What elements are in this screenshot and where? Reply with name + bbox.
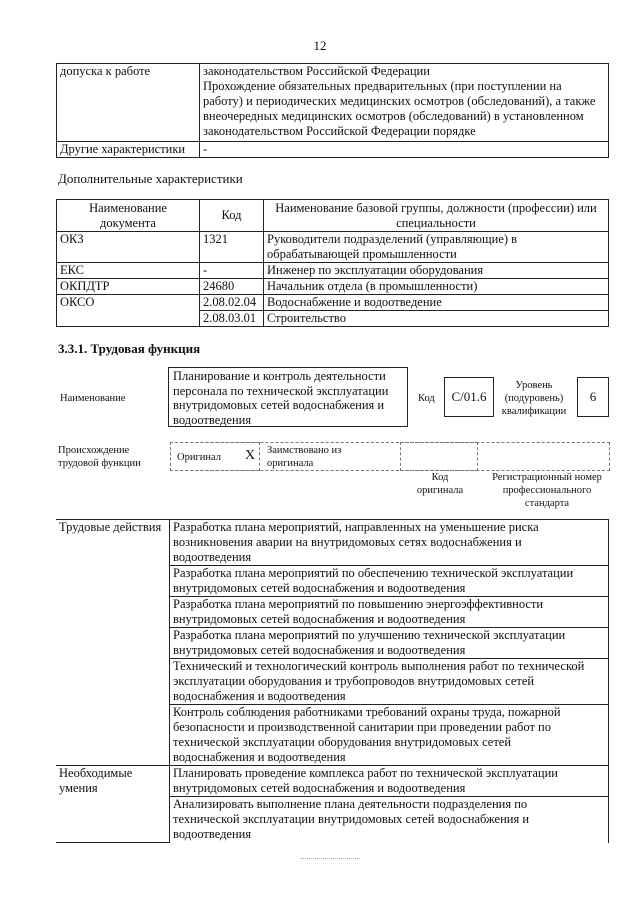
action-item: Разработка плана мероприятий по обеспечению технической эксплуатации внутридомовых сетей водоснабжения и водоотведения	[170, 566, 609, 597]
action-item: Контроль соблюдения работниками требований охраны труда, пожарной безопасности и производственной санитарии при проведении работ по технической эксплуатации оборудования внутридомовых сетей водоснабжения и водоотведения	[170, 705, 609, 766]
table-row: ОКСО 2.08.02.04 Водоснабжение и водоотведение	[57, 295, 609, 311]
header-name: Наименование базовой группы, должности (профессии) или специальности	[264, 200, 609, 232]
borrowed-label: Заимствовано из оригинала	[267, 445, 342, 469]
footer-mark	[300, 858, 360, 859]
code-original-cell	[400, 442, 478, 471]
row-label: Другие характеристики	[57, 142, 200, 158]
level-label: Уровень (подуровень) квалификации	[501, 380, 567, 417]
code-original-label: Код оригинала	[416, 472, 464, 496]
level-value: 6	[577, 377, 609, 417]
row-value: -	[200, 142, 609, 158]
table-row	[56, 766, 609, 797]
table-row: ОКЗ 1321 Руководители подразделений (управляющие) в обрабатывающей промышленности	[57, 232, 609, 263]
row-value: законодательством Российской Федерации Прохождение обязательных предварительных (при поступлении на работу) и периодических медицинских осмотров (обследований), а также внеочередных медицинских осмотров (обследований) в установленном законодательством Российской Федерации порядке	[200, 64, 609, 142]
skills-label: Необходимые умения	[56, 766, 170, 843]
action-item: Технический и технологический контроль выполнения работ по технической эксплуатации оборудования и трубопроводов внутридомовых сетей водоснабжения и водоотведения	[170, 659, 609, 705]
function-heading: 3.3.1. Трудовая функция	[58, 341, 201, 356]
table-row: ЕКС - Инженер по эксплуатации оборудования	[57, 263, 609, 279]
action-item: Разработка плана мероприятий, направленных на уменьшение риска возникновения аварии на внутридомовых сетях водоснабжения и водоотведения	[170, 520, 609, 566]
header-doc: Наименование документа	[57, 200, 200, 232]
code-label: Код	[418, 393, 435, 404]
page-number: 12	[313, 38, 327, 53]
table-row	[56, 520, 609, 566]
skill-item: Анализировать выполнение плана деятельности подразделения по технической эксплуатации внутридомовых сетей водоснабжения и водоотведения	[170, 797, 609, 843]
action-item: Разработка плана мероприятий по повышению энергоэффективности внутридомовых сетей водоснабжения и водоотведения	[170, 597, 609, 628]
name-label: Наименование	[60, 393, 126, 404]
actions-label: Трудовые действия	[56, 520, 170, 766]
action-item: Разработка плана мероприятий по улучшению технической эксплуатации внутридомовых сетей водоснабжения и водоотведения	[170, 628, 609, 659]
original-mark: X	[245, 448, 256, 463]
table-row: 2.08.03.01 Строительство	[57, 311, 609, 327]
row-label: допуска к работе	[57, 64, 200, 142]
original-label: Оригинал	[177, 452, 221, 463]
function-name: Планирование и контроль деятельности персонала по технической эксплуатации внутридомовых сетей водоснабжения и водоотведения	[168, 367, 408, 427]
origin-label: Происхождение трудовой функции	[58, 445, 141, 469]
requirements-table	[56, 63, 609, 158]
additional-table	[56, 199, 609, 327]
header-code: Код	[200, 200, 264, 232]
table-row: ОКПДТР 24680 Начальник отдела (в промышленности)	[57, 279, 609, 295]
skill-item: Планировать проведение комплекса работ по технической эксплуатации внутридомовых сетей водоснабжения и водоотведения	[170, 766, 609, 797]
reg-number-label: Регистрационный номер профессионального стандарта	[492, 472, 602, 509]
additional-title: Дополнительные характеристики	[58, 171, 243, 186]
code-value: С/01.6	[444, 377, 494, 417]
labor-table	[56, 519, 609, 843]
